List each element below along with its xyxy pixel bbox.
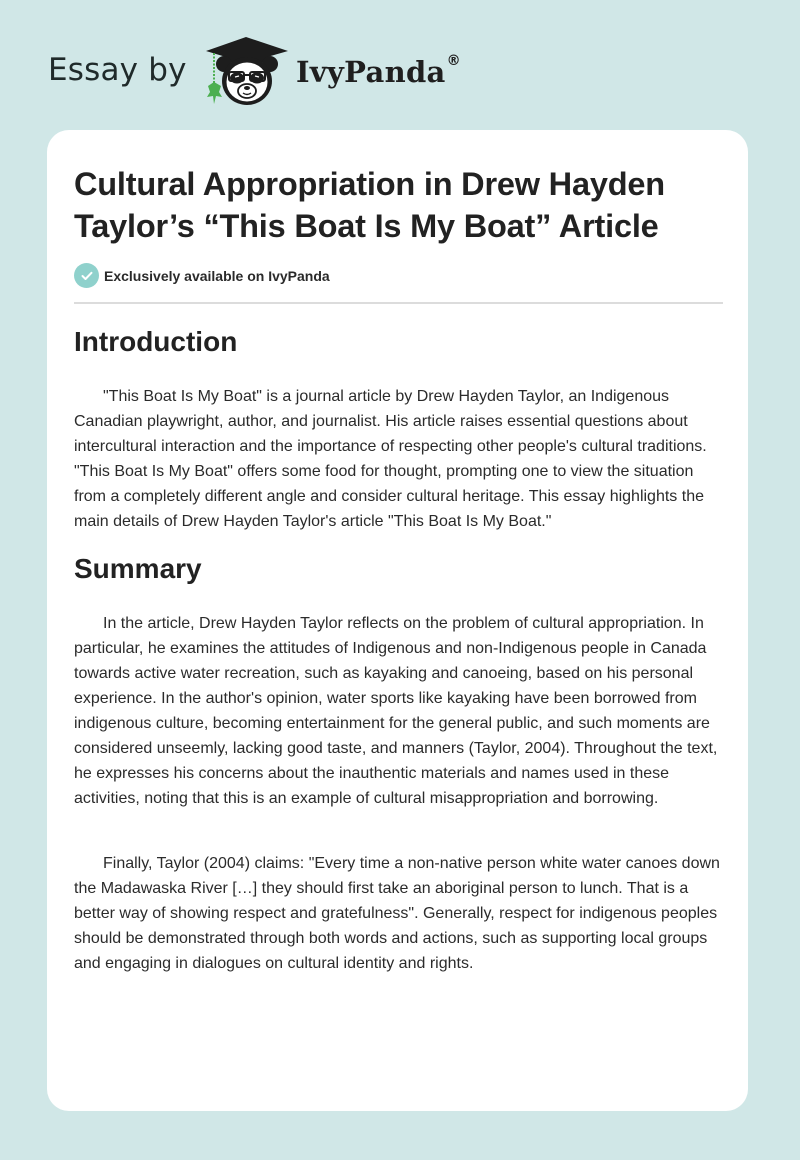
title-divider — [74, 302, 723, 304]
essay-by-label: Essay by — [48, 52, 187, 88]
registered-mark: ® — [446, 53, 461, 70]
site-header — [0, 0, 800, 130]
summary-paragraph-1: In the article, Drew Hayden Taylor reflects on the problem of cultural appropriation. In particular, he examines the attitudes of Indigenous and non-Indigenous people in Canada towards active water recreation, such as kayaking and canoeing, based on his personal experience. In the author's opinion, water sports like kayaking have been borrowed from indigenous culture, becoming entertainment for the general public, and such moments are considered unseemly, lacking good taste, and manners (Taylor, 2004). Throughout the text, he expresses his concerns about the inauthentic materials and names used in these activities, noting that this is an example of cultural misappropriation and borrowing. — [74, 615, 718, 807]
section-heading-summary: Summary — [74, 553, 202, 584]
summary-paragraph-2: Finally, Taylor (2004) claims: "Every time a non-native person white water canoes down the Madawaska River […] they should first take an aboriginal person to lunch. That is a better way of showing respect and gratefulness". Generally, respect for indigenous peoples should be demonstrated through both words and actions, such as supporting local groups and engaging in dialogues on cultural identity and rights. — [74, 855, 720, 972]
check-circle-icon — [74, 263, 99, 288]
panda-graduate-logo-icon[interactable] — [200, 34, 292, 108]
intro-paragraph: "This Boat Is My Boat" is a journal article by Drew Hayden Taylor, an Indigenous Canadian playwright, author, and journalist. His article raises essential questions about intercultural interaction and the importance of respecting other people's cultural traditions. "This Boat Is My Boat" offers some food for thought, prompting one to view the situation from a completely different angle and consider cultural heritage. This essay highlights the main details of Drew Hayden Taylor's article "This Boat Is My Boat." — [74, 388, 707, 530]
essay-card — [47, 130, 748, 1111]
section-heading-introduction: Introduction — [74, 326, 238, 357]
page-title: Cultural Appropriation in Drew Hayden Taylor’s “This Boat Is My Boat” Article — [74, 166, 665, 244]
exclusive-badge-label: Exclusively available on IvyPanda — [104, 267, 330, 284]
exclusive-badge — [74, 263, 330, 288]
brand-name-text: IvyPanda — [296, 55, 446, 89]
brand-name[interactable] — [296, 55, 461, 89]
